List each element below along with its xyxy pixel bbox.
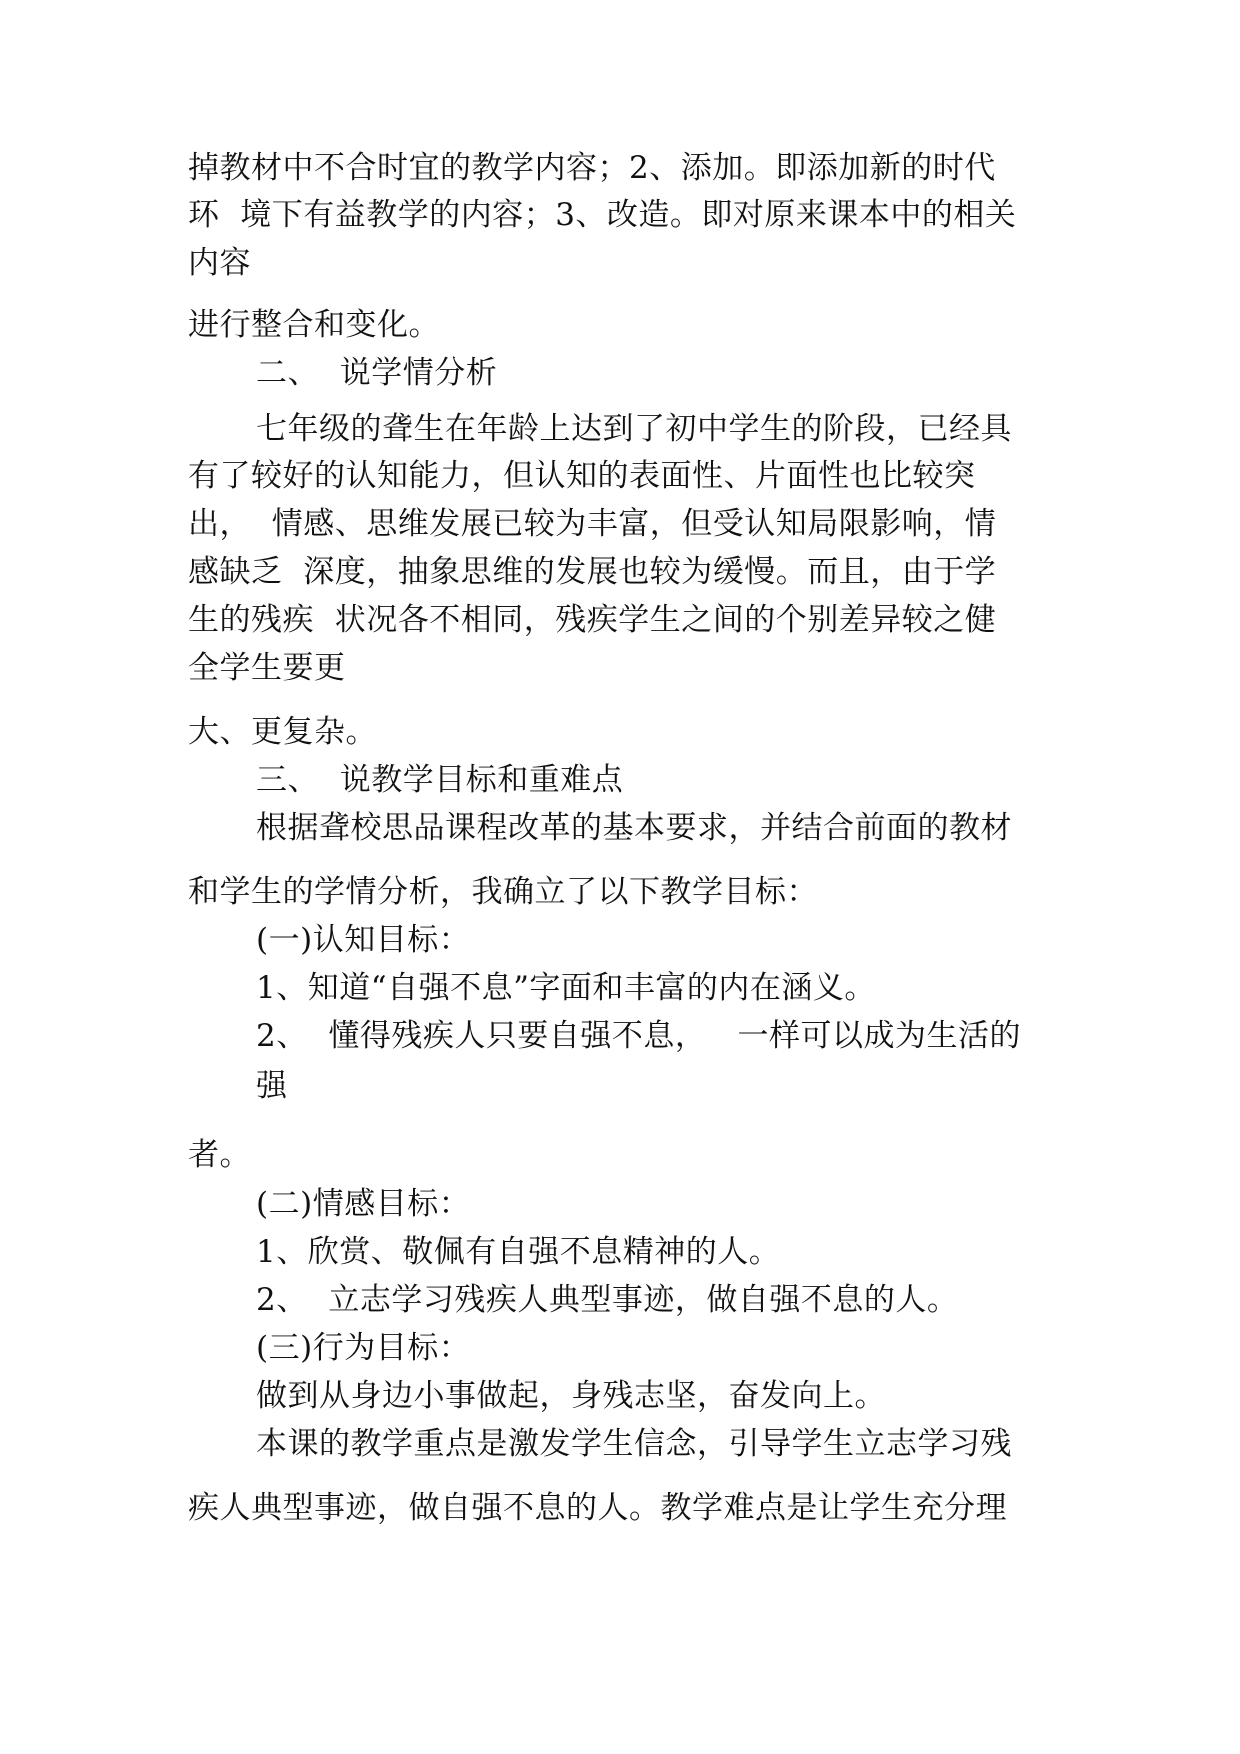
text-line: 者。	[188, 1137, 251, 1173]
text-line: 疾人典型事迹，做自强不息的人。教学难点是让学生充分理	[188, 1490, 1007, 1526]
text-line: 本课的教学重点是激发学生信念，引导学生立志学习残	[256, 1426, 1012, 1462]
list-item: 强	[256, 1068, 288, 1104]
text-line: 出， 情感、思维发展已较为丰富，但受认知局限影响，情	[188, 506, 997, 542]
text-line: 生的残疾 状况各不相同，残疾学生之间的个别差异较之健	[188, 602, 997, 638]
text-line: 和学生的学情分析，我确立了以下教学目标：	[188, 874, 818, 910]
text-line: 大、更复杂。	[188, 714, 377, 750]
list-item: 1、知道“自强不息”字面和丰富的内在涵义。	[256, 970, 876, 1006]
text-line: 全学生要更	[188, 650, 346, 686]
text-line: 环 境下有益教学的内容；3、改造。即对原来课本中的相关	[188, 197, 1017, 233]
section-heading: 三、 说教学目标和重难点	[256, 762, 624, 798]
text-line: 掉教材中不合时宜的教学内容；2、添加。即添加新的时代	[188, 150, 996, 186]
text-line: 根据聋校思品课程改革的基本要求，并结合前面的教材	[256, 810, 1012, 846]
subheading: (三)行为目标：	[256, 1330, 471, 1366]
list-item: 1、欣赏、敬佩有自强不息精神的人。	[256, 1234, 781, 1270]
text-line: 感缺乏 深度，抽象思维的发展也较为缓慢。而且，由于学	[188, 554, 997, 590]
text-line: 有了较好的认知能力，但认知的表面性、片面性也比较突	[188, 458, 976, 494]
subheading: (一)认知目标：	[256, 922, 471, 958]
section-heading: 二、 说学情分析	[256, 355, 498, 391]
list-item: 2、 立志学习残疾人典型事迹，做自强不息的人。	[256, 1282, 959, 1318]
text-line: 进行整合和变化。	[188, 307, 440, 343]
text-line: 七年级的聋生在年龄上达到了初中学生的阶段，已经具	[256, 411, 1012, 447]
list-item: 2、 懂得残疾人只要自强不息， 一样可以成为生活的	[256, 1018, 1021, 1054]
text-line: 内容	[188, 245, 251, 281]
text-line: 做到从身边小事做起，身残志坚，奋发向上。	[256, 1378, 886, 1414]
subheading: (二)情感目标：	[256, 1186, 471, 1222]
